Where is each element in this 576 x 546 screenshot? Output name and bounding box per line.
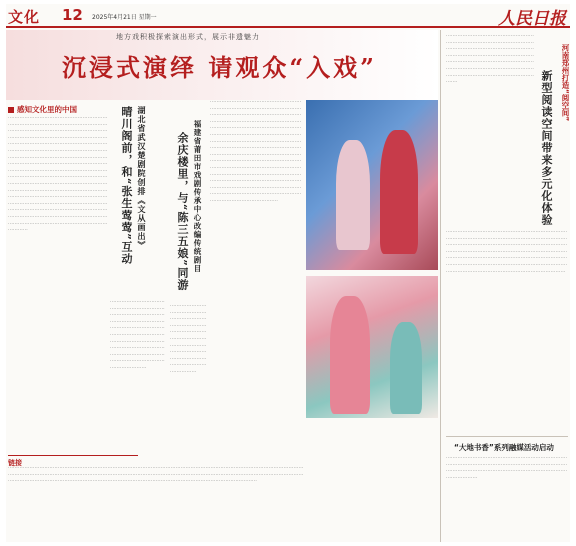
left-article-body (8, 116, 108, 452)
right-article-title: 新型阅读空间带来多元化体验 (540, 70, 553, 226)
fujian-article-subtitle: 福建省莆田市戏剧传承中心改编传统剧目 (193, 120, 202, 273)
link-section-label: 链接 (8, 455, 138, 468)
performer-figure (390, 322, 422, 414)
opera-photo-top (306, 100, 438, 270)
body-text-placeholder: ·············································································································································································································································· (446, 456, 568, 481)
body-text-placeholder: ·························································································································································································································································································································································································································································································································· (8, 466, 304, 485)
performer-figure (336, 140, 370, 250)
opera-photo-bottom (306, 276, 438, 418)
column-sub-heading: 感知文化里的中国 (8, 104, 77, 115)
body-text-placeholder: ············································································································································································································································ (170, 304, 207, 375)
newspaper-page (6, 4, 570, 542)
reading-event-heading: “大地书香”系列融媒活动启动 (454, 443, 554, 452)
reading-event-body (446, 456, 568, 520)
page-number: 12 (62, 6, 83, 24)
fujian-article-title: 余庆楼里，与“陈三五娘”同游 (176, 132, 189, 291)
fujian-article-body (210, 100, 302, 456)
body-text-placeholder: ·························································································································································································································································································································································································· (446, 34, 534, 86)
body-text-placeholder: ································································································································································································································································································································································ (110, 300, 165, 371)
middle-left-article-body (110, 300, 166, 450)
issue-date: 2025年4月21日 星期一 (92, 14, 157, 21)
body-text-placeholder: ········································································································································································································································································································································································································································································································································································································································································································································································································································································································································································································································································ (8, 116, 108, 234)
hubei-article-subtitle: 湖北省武汉楚剧院创排《文从画出》 (137, 106, 147, 250)
section-name: 文化 (8, 8, 41, 26)
newspaper-logo: 人民日报 (498, 9, 566, 29)
right-article-body-top (446, 34, 534, 224)
center-article-body (170, 304, 208, 454)
body-text-placeholder: ······························································································································································································································································································································································································································································································································ (446, 230, 568, 275)
headline-kicker: 地方戏积极探索演出形式，展示非遗魅力 (116, 33, 260, 41)
section-rule (446, 436, 568, 437)
right-article-body-mid (446, 230, 568, 436)
hubei-article-title: 晴川阁前，和“张生莺莺”互动 (120, 106, 133, 265)
bottom-article-body (8, 466, 304, 538)
body-text-placeholder: ·································································································································································································································································································································································································································································································································································································································································································································································································································································································· (210, 100, 302, 204)
performer-figure (380, 130, 418, 254)
column-divider (440, 30, 441, 542)
main-headline: 沉浸式演绎 请观众“入戏” (62, 53, 377, 82)
right-article-kicker: 河南郑州打造“阅空间” (561, 44, 570, 122)
masthead (6, 4, 570, 28)
performer-figure (330, 296, 370, 414)
